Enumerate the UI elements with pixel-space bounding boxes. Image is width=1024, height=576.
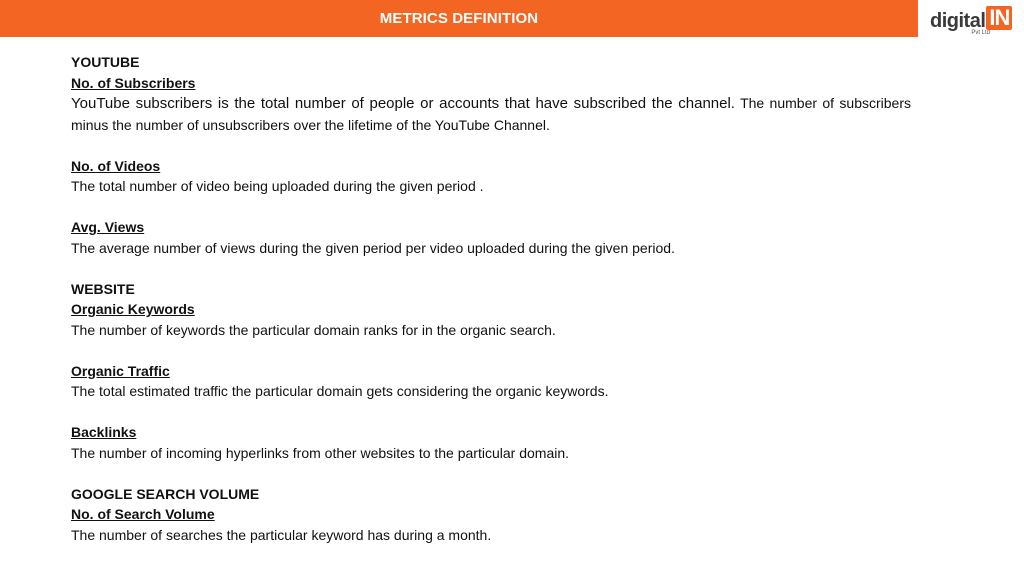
metric-name-videos: No. of Videos — [71, 157, 161, 174]
logo-subtitle: Pvt Ltd — [971, 30, 990, 36]
metric-traffic — [71, 361, 911, 402]
section-website — [71, 279, 911, 464]
metric-name-views: Avg. Views — [71, 219, 145, 235]
section-google — [71, 484, 911, 546]
metric-name-subscribers: No. of Subscribers — [71, 74, 196, 91]
metric-search-volume — [71, 504, 911, 545]
metric-desc-views: The average number of views during the given period per video uploaded during the given period. — [71, 239, 675, 256]
metric-name-keywords: Organic Keywords — [71, 301, 195, 317]
section-title-youtube: YOUTUBE — [71, 54, 140, 70]
metric-name-traffic: Organic Traffic — [71, 362, 170, 379]
metrics-content — [71, 52, 911, 545]
section-youtube — [71, 52, 911, 258]
section-title-google: GOOGLE SEARCH VOLUME — [71, 485, 260, 502]
metric-desc-traffic: The total estimated traffic the particular domain gets considering the organic keywords. — [71, 383, 609, 399]
metric-desc-search-volume: The number of searches the particular keyword has during a month. — [71, 526, 492, 543]
metric-desc-videos: The total number of video being uploaded during the given period . — [71, 178, 484, 194]
metric-name-search-volume: No. of Search Volume — [71, 506, 215, 522]
metric-keywords — [71, 299, 911, 340]
metric-subscribers — [71, 73, 911, 136]
metric-views — [71, 217, 911, 258]
page-title: METRICS DEFINITION — [379, 10, 539, 27]
metric-desc-subscribers-part1: YouTube subscribers is the total number of people or accounts that have subscribed the channel. — [71, 95, 735, 112]
logo-box: IN — [986, 6, 1012, 30]
metric-desc-subscribers-part2: The number of subscribers minus the number of unsubscribers over the lifetime of the YouTube Channel. — [71, 95, 911, 133]
metric-name-backlinks: Backlinks — [71, 424, 137, 440]
metric-backlinks — [71, 422, 911, 463]
logo-word: digital — [930, 10, 986, 32]
header-bar — [0, 0, 918, 37]
metric-desc-keywords: The number of keywords the particular domain ranks for in the organic search. — [71, 321, 556, 338]
section-title-website: WEBSITE — [71, 280, 135, 297]
metric-videos — [71, 156, 911, 197]
metric-desc-subscribers — [71, 93, 911, 135]
metric-desc-backlinks: The number of incoming hyperlinks from other websites to the particular domain. — [71, 444, 570, 461]
